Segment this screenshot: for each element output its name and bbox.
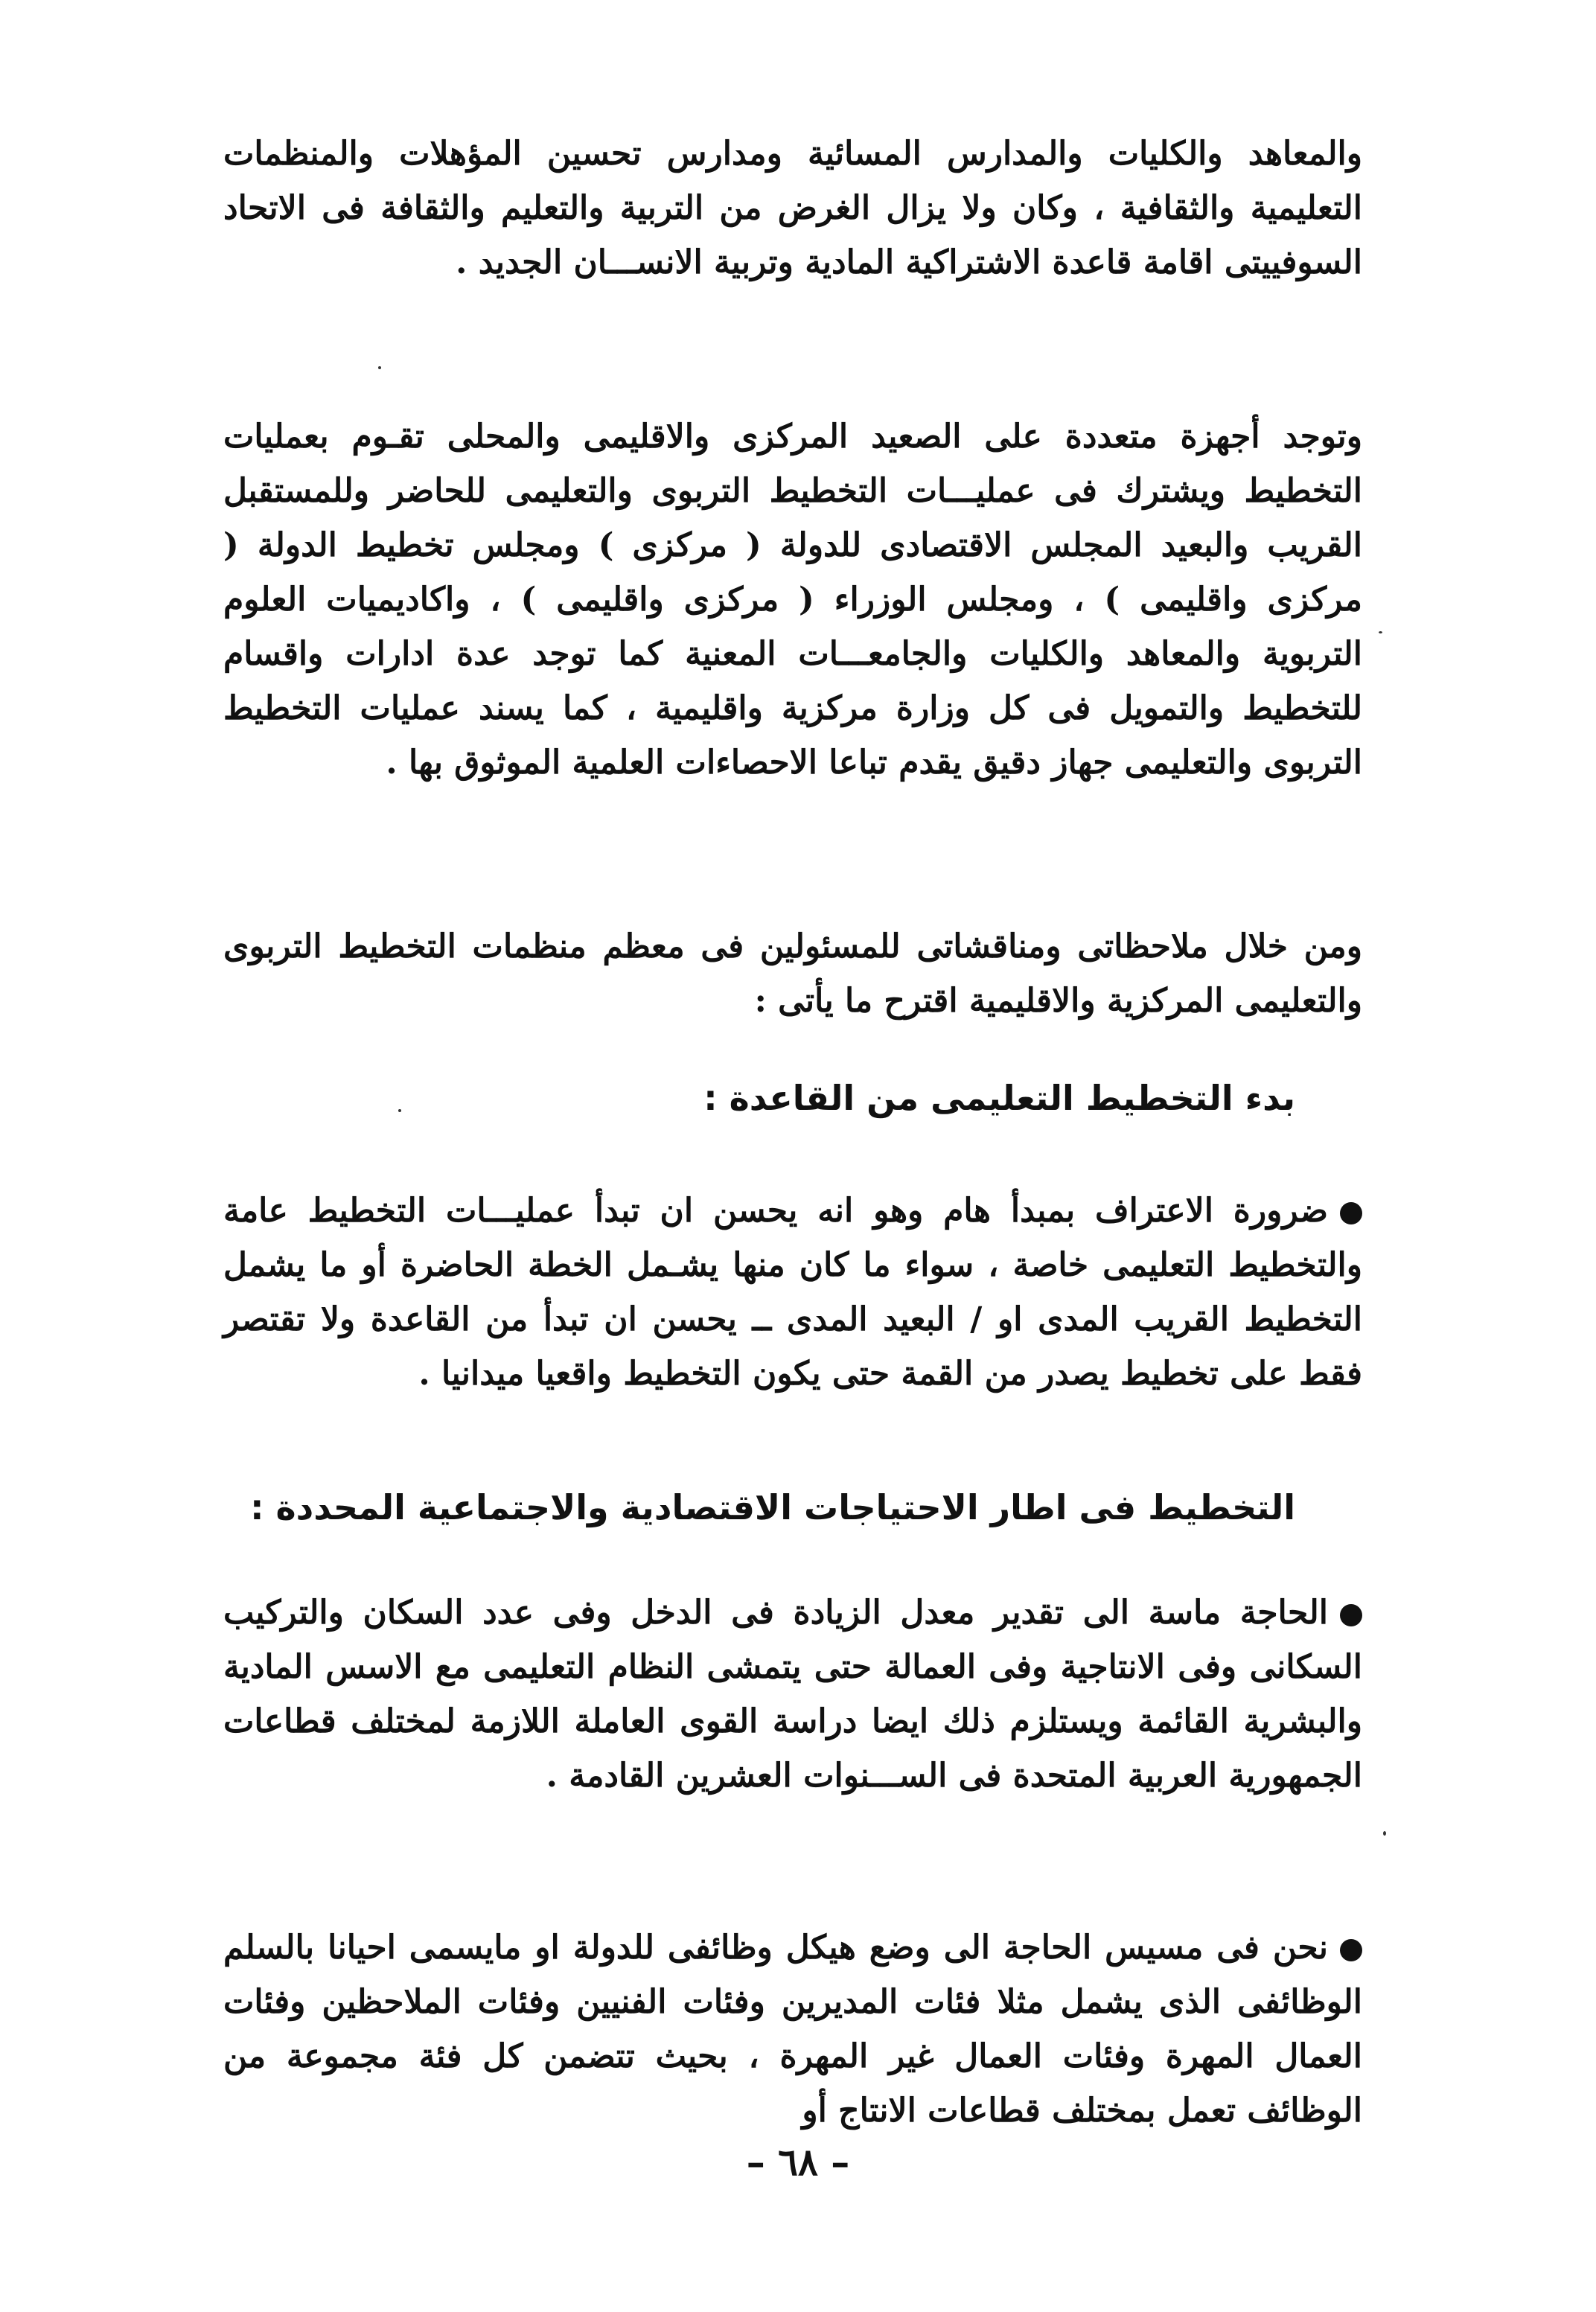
bullet-paragraph-income-population bbox=[223, 1585, 1362, 1803]
bullet-paragraph-job-structure bbox=[223, 1920, 1362, 2138]
bullet-icon bbox=[1340, 1604, 1362, 1626]
section-heading-economic-social-needs: التخطيط فى اطار الاحتياجات الاقتصادية والاجتماعية المحددة : bbox=[250, 1487, 1295, 1527]
bullet-text: ضرورة الاعتراف بمبدأ هام وهو انه يحسن ان تبدأ عمليـــات التخطيط عامة والتخطيط التعليمى خاصة ، سواء ما كان منها يشـمل الخطة الحاضرة أو ما يشمل التخطيط القريب المدى او / البعيد المدى ــ يحسن ان تبدأ من القاعدة ولا تقتصر فقط على تخطيط يصدر من القمة حتى يكون التخطيط واقعيا ميدانيا . bbox=[223, 1192, 1362, 1393]
section-heading-planning-from-base: بدء التخطيط التعليمى من القاعدة : bbox=[703, 1078, 1295, 1118]
paragraph-observations-intro: ومن خلال ملاحظاتى ومناقشاتى للمسئولين فى معظم منظمات التخطيط التربوى والتعليمى المركزية والاقليمية اقترح ما يأتى : bbox=[223, 927, 1362, 1020]
scan-speck bbox=[398, 1109, 401, 1112]
paragraph-soviet-education: والمعاهد والكليات والمدارس المسائية ومدارس تحسين المؤهلات والمنظمات التعليمية والثقافية ، وكان ولا يزال الغرض من التربية والتعليم والثقافة فى الاتحاد السوفييتى اقامة قاعدة الاشتراكية المادية وتربية الانســـان الجديد . bbox=[223, 135, 1362, 281]
scan-speck bbox=[1379, 631, 1382, 633]
bullet-text: نحن فى مسيس الحاجة الى وضع هيكل وظائفى للدولة او مايسمى احيانا بالسلم الوظائفى الذى يشمل مثلا فئات المديرين وفئات الفنيين وفئات الملاحظين وفئات العمال المهرة وفئات العمال غير المهرة ، بحيث تتضمن كل فئة مجموعة من الوظائف تعمل بمختلف قطاعات الانتاج أو bbox=[223, 1929, 1362, 2130]
bullet-paragraph-start-from-base bbox=[223, 1184, 1362, 1401]
paragraph-planning-bodies: وتوجد أجهزة متعددة على الصعيد المركزى والاقليمى والمحلى تقـوم بعمليات التخطيط ويشترك فى عمليـــات التخطيط التربوى والتعليمى للحاضر وللمستقبل القريب والبعيد المجلس الاقتصادى للدولة ( مركزى ) ومجلس تخطيط الدولة ( مركزى واقليمى ) ، ومجلس الوزراء ( مركزى واقليمى ) ، واكاديميات العلوم التربوية والمعاهد والكليات والجامعـــات المعنية كما توجد عدة ادارات واقسام للتخطيط والتمويل فى كل وزارة مركزية واقليمية ، كما يسند عمليات التخطيط التربوى والتعليمى جهاز دقيق يقدم تباعا الاحصاءات العلمية الموثوق بها . bbox=[223, 418, 1362, 782]
scan-speck bbox=[1383, 1831, 1386, 1836]
bullet-text: الحاجة ماسة الى تقدير معدل الزيادة فى الدخل وفى عدد السكان والتركيب السكانى وفى الانتاجية وفى العمالة حتى يتمشى النظام التعليمى مع الاسس المادية والبشرية القائمة ويستلزم ذلك ايضا دراسة القوى العاملة اللازمة لمختلف قطاعات الجمهورية العربية المتحدة فى الســـنوات العشرين القادمة . bbox=[223, 1594, 1362, 1795]
scan-speck bbox=[378, 366, 381, 369]
bullet-icon bbox=[1340, 1939, 1362, 1961]
bullet-icon bbox=[1340, 1202, 1362, 1224]
page-number: – ٦٨ – bbox=[746, 2140, 850, 2184]
